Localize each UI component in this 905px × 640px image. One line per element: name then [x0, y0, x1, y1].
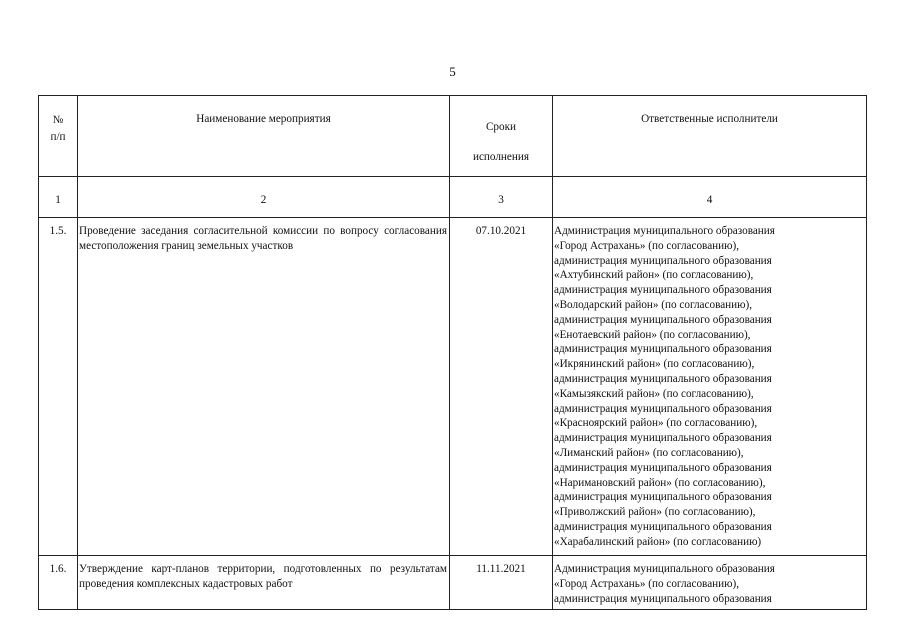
responsible-line: «Володарский район» (по согласованию), — [554, 298, 753, 311]
responsible-line: администрация муниципального образования — [554, 432, 772, 445]
responsible-line: «Город Астрахань» (по согласованию), — [554, 239, 740, 252]
event-name: Утверждение карт-планов территории, подготовленных по результатам проведения комплексных кадастровых работ — [78, 556, 450, 610]
column-number-row — [39, 177, 867, 218]
row-number: 1.6. — [39, 556, 78, 610]
responsible-line: администрация муниципального образования — [554, 313, 772, 326]
responsible-line: «Камызякский район» (по согласованию), — [554, 387, 754, 400]
responsible-line: Администрация муниципального образования — [554, 563, 775, 575]
responsible-line: администрация муниципального образования — [554, 254, 772, 267]
column-number-1: 1 — [39, 177, 78, 218]
responsible-line: «Ахтубинский район» (по согласованию), — [554, 269, 754, 282]
responsible-line: «Лиманский район» (по согласованию), — [554, 446, 744, 459]
events-table — [38, 95, 867, 610]
header-term-line2: исполнения — [472, 151, 530, 163]
responsible-executors — [553, 218, 867, 556]
responsible-line: администрация муниципального образования — [554, 491, 772, 504]
responsible-line: администрация муниципального образования — [554, 461, 772, 474]
header-number-abbr: п/п — [50, 131, 66, 143]
column-number-3: 3 — [450, 177, 553, 218]
responsible-line: «Красноярский район» (по согласованию), — [554, 417, 758, 430]
event-date: 07.10.2021 — [450, 218, 553, 556]
responsible-line: администрация муниципального образования — [554, 284, 772, 297]
table-row — [39, 218, 867, 556]
column-number-4: 4 — [553, 177, 867, 218]
responsible-line: «Енотаевский район» (по согласованию), — [554, 328, 751, 341]
row-number: 1.5. — [39, 218, 78, 556]
page-number: 5 — [449, 64, 456, 79]
responsible-line: «Харабалинский район» (по согласованию) — [554, 535, 762, 548]
header-term — [450, 96, 553, 177]
table-row — [39, 556, 867, 610]
responsible-line: администрация муниципального образования — [554, 343, 772, 356]
responsible-line: «Икрянинский район» (по согласованию), — [554, 358, 755, 371]
header-number-symbol: № — [52, 114, 64, 126]
header-number — [39, 96, 78, 177]
responsible-line: «Наримановский район» (по согласованию), — [554, 476, 766, 489]
column-number-2: 2 — [78, 177, 450, 218]
header-event-name: Наименование мероприятия — [78, 96, 450, 177]
responsible-line: администрация муниципального образования — [554, 520, 772, 533]
table-header-row — [39, 96, 867, 177]
header-responsible: Ответственные исполнители — [553, 96, 867, 177]
responsible-line: «Приволжский район» (по согласованию), — [554, 506, 756, 519]
responsible-executors — [553, 556, 867, 610]
responsible-line: администрация муниципального образования — [554, 592, 772, 605]
responsible-line: Администрация муниципального образования — [554, 225, 775, 237]
responsible-line: администрация муниципального образования — [554, 402, 772, 415]
responsible-line: «Город Астрахань» (по согласованию), — [554, 577, 740, 590]
responsible-line: администрация муниципального образования — [554, 372, 772, 385]
event-name: Проведение заседания согласительной комиссии по вопросу согласования местоположения границ земельных участков — [78, 218, 450, 556]
event-date: 11.11.2021 — [450, 556, 553, 610]
header-term-line1: Сроки — [485, 121, 517, 133]
